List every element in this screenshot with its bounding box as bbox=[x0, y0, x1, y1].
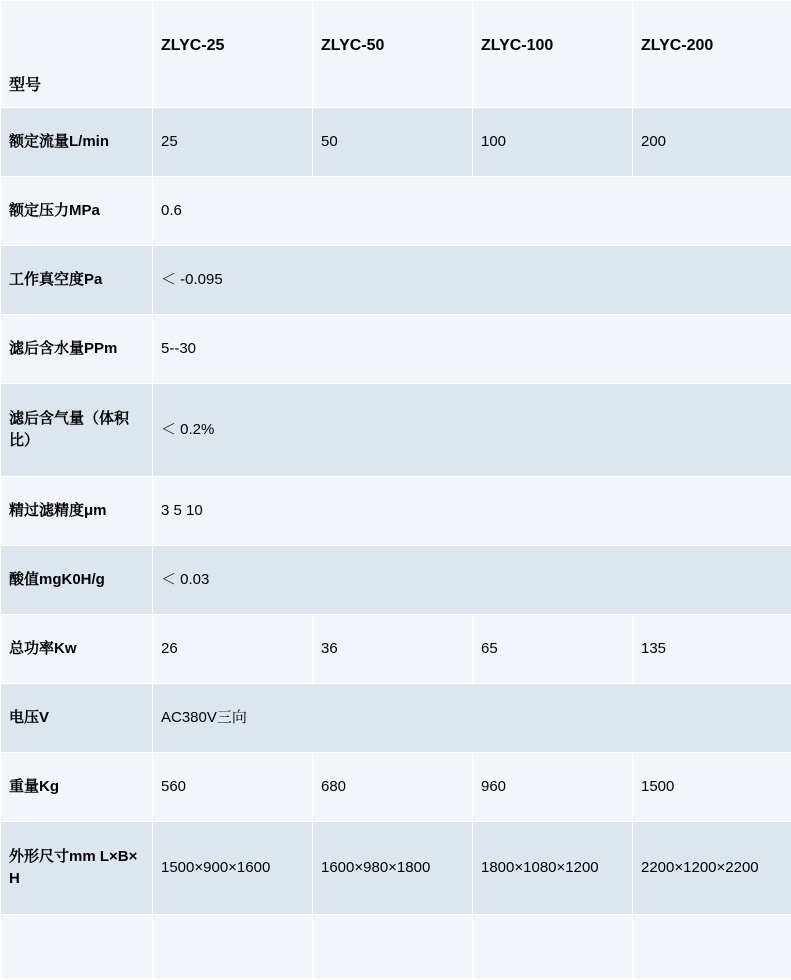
row-label: 滤后含水量PPm bbox=[1, 315, 153, 384]
table-row bbox=[1, 753, 791, 822]
row-value: 1500×900×1600 bbox=[153, 822, 313, 915]
row-value: 1800×1080×1200 bbox=[473, 822, 633, 915]
row-value: 5--30 bbox=[153, 315, 791, 384]
table-row bbox=[1, 615, 791, 684]
row-value: 2200×1200×2200 bbox=[633, 822, 791, 915]
column-header-model: 型号 bbox=[1, 1, 153, 108]
table-row bbox=[1, 477, 791, 546]
row-value: 960 bbox=[473, 753, 633, 822]
row-value: 36 bbox=[313, 615, 473, 684]
row-label: 额定压力MPa bbox=[1, 177, 153, 246]
row-value: 1600×980×1800 bbox=[313, 822, 473, 915]
row-label: 总功率Kw bbox=[1, 615, 153, 684]
row-value: 65 bbox=[473, 615, 633, 684]
table-row bbox=[1, 246, 791, 315]
row-value: AC380V三向 bbox=[153, 684, 791, 753]
column-header-zlyc-200: ZLYC-200 bbox=[633, 1, 791, 108]
row-value: 3 5 10 bbox=[153, 477, 791, 546]
row-value: 1500 bbox=[633, 753, 791, 822]
table-row bbox=[1, 822, 791, 915]
row-value: 0.6 bbox=[153, 177, 791, 246]
row-value bbox=[473, 915, 633, 980]
table-row bbox=[1, 684, 791, 753]
row-value: ＜ -0.095 bbox=[153, 246, 791, 315]
row-value: 680 bbox=[313, 753, 473, 822]
table-body bbox=[1, 1, 791, 980]
row-label: 精过滤精度μm bbox=[1, 477, 153, 546]
row-label: 工作真空度Pa bbox=[1, 246, 153, 315]
table-header-row bbox=[1, 1, 791, 108]
column-header-zlyc-100: ZLYC-100 bbox=[473, 1, 633, 108]
row-value: 26 bbox=[153, 615, 313, 684]
row-value: 100 bbox=[473, 108, 633, 177]
row-value bbox=[313, 915, 473, 980]
row-value: 560 bbox=[153, 753, 313, 822]
row-value bbox=[633, 915, 791, 980]
table-row bbox=[1, 177, 791, 246]
row-value: 135 bbox=[633, 615, 791, 684]
table-row bbox=[1, 108, 791, 177]
row-label bbox=[1, 915, 153, 980]
row-value: ＜ 0.03 bbox=[153, 546, 791, 615]
table-row bbox=[1, 915, 791, 980]
table-row bbox=[1, 546, 791, 615]
row-value: 50 bbox=[313, 108, 473, 177]
row-value: 200 bbox=[633, 108, 791, 177]
row-value bbox=[153, 915, 313, 980]
row-label: 滤后含气量（体积比） bbox=[1, 384, 153, 477]
column-header-zlyc-25: ZLYC-25 bbox=[153, 1, 313, 108]
row-value: ＜ 0.2% bbox=[153, 384, 791, 477]
row-value: 25 bbox=[153, 108, 313, 177]
row-label: 外形尺寸mm L×B×H bbox=[1, 822, 153, 915]
row-label: 酸值mgK0H/g bbox=[1, 546, 153, 615]
row-label: 重量Kg bbox=[1, 753, 153, 822]
column-header-zlyc-50: ZLYC-50 bbox=[313, 1, 473, 108]
table-row bbox=[1, 315, 791, 384]
row-label: 额定流量L/min bbox=[1, 108, 153, 177]
row-label: 电压V bbox=[1, 684, 153, 753]
table-row bbox=[1, 384, 791, 477]
